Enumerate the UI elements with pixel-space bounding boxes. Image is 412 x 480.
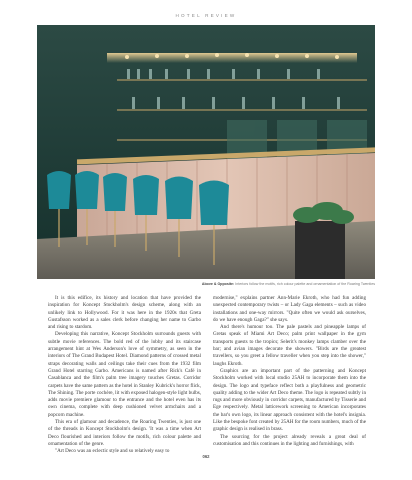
paragraph: The sourcing for the project already reveals a great deal of customisation and this continues in the lighting and furnishings, with bbox=[213, 433, 366, 447]
caption-text: Interiors follow the motifs, rich colour palette and ornamentation of the Roaring Twenties bbox=[235, 282, 375, 286]
paragraph: modernise," explains partner Ann-Marie Ekroth, who had fun adding unexpected contemporary twists – or Lady Gaga elements – such as video installations and one-way mirrors. "Quite often we would ask ourselves, do we have enough Gaga?" she says. bbox=[213, 295, 366, 323]
paragraph: Developing this narrative, Koncept Stockholm surrounds guests with subtle movie references. The bold red of the lobby and its staircase arrangement hint at Wes Anderson's love of symmetry, as seen in the interiors of The Grand Budapest Hotel. Diamond patterns of crossed metal straps decorating walls and ceilings take their cues from the 1932 film Grand Hotel starring Garbo. Americans is named after Rick's Café in Casablanca and the film's palm tree imagery touches Gretas. Corridor carpets have the same pattern as the hotel in Stanley Kubrick's horror flick, The Shining. The porte cochère, lit with exposed halogen-style light bulbs, adds movie premiere glamour to the entrance and the hotel even has its own cinema, complete with deep cushioned velvet armchairs and a popcorn machine. bbox=[48, 331, 201, 418]
running-head: HOTEL REVIEW bbox=[175, 13, 237, 18]
caption-label: Above & Opposite: bbox=[201, 282, 235, 286]
paragraph: This era of glamour and decadence, the Roaring Twenties, is just one of the threads in Koncept Stockholm's design. 'It was a time when Art Deco flourished and interiors follow the motifs, rich colour palette and ornamentation of the genre. bbox=[48, 419, 201, 447]
bar-interior-photo bbox=[37, 25, 375, 279]
paragraph: It is this edifice, its history and location that have provided the inspiration for Koncept Stockholm's design scheme, along with an unlikely link to Hollywood. For it was here in the 1920s that Greta Gustafsson worked as a sales clerk before changing her name to Garbo and rising to stardom. bbox=[48, 295, 201, 331]
paragraph: "Art Deco was an eclectic style and so relatively easy to bbox=[55, 448, 170, 455]
paragraph: Graphics are an important part of the patterning and Koncept Stockholm worked with local studio 25AH to incorporate them into the design. The logo and typeface reflect both a playfulness and geometric quality adding to the wider Art Deco theme. The logo is repeated subtly in rugs and more obviously in corridor carpets, manufactured by Tisserie and Ege respectively. Metal latticework screening to American incorporates the bar's own logo, its linear approach consistent with the hotel's insignia. Like the bespoke font created by 25AH for the room numbers, much of the graphic design is realised in brass. bbox=[213, 367, 366, 433]
page-number: 062 bbox=[202, 454, 210, 459]
article-column-right bbox=[213, 295, 366, 448]
paragraph: And there's humour too. The pale pastels and pineapple lamps of Gretas speak of Miami Art Deco; palm print wallpaper in the gym transports guests to the tropics; Selerit's monkey lamps clamber over the bar; and avian images decorate the showers. "Birds are the greatest travellers, so you greet a fellow traveller when you step into the shower," laughs Ekroth. bbox=[213, 324, 366, 367]
article-column-left bbox=[48, 295, 201, 456]
figure-caption bbox=[37, 282, 375, 286]
